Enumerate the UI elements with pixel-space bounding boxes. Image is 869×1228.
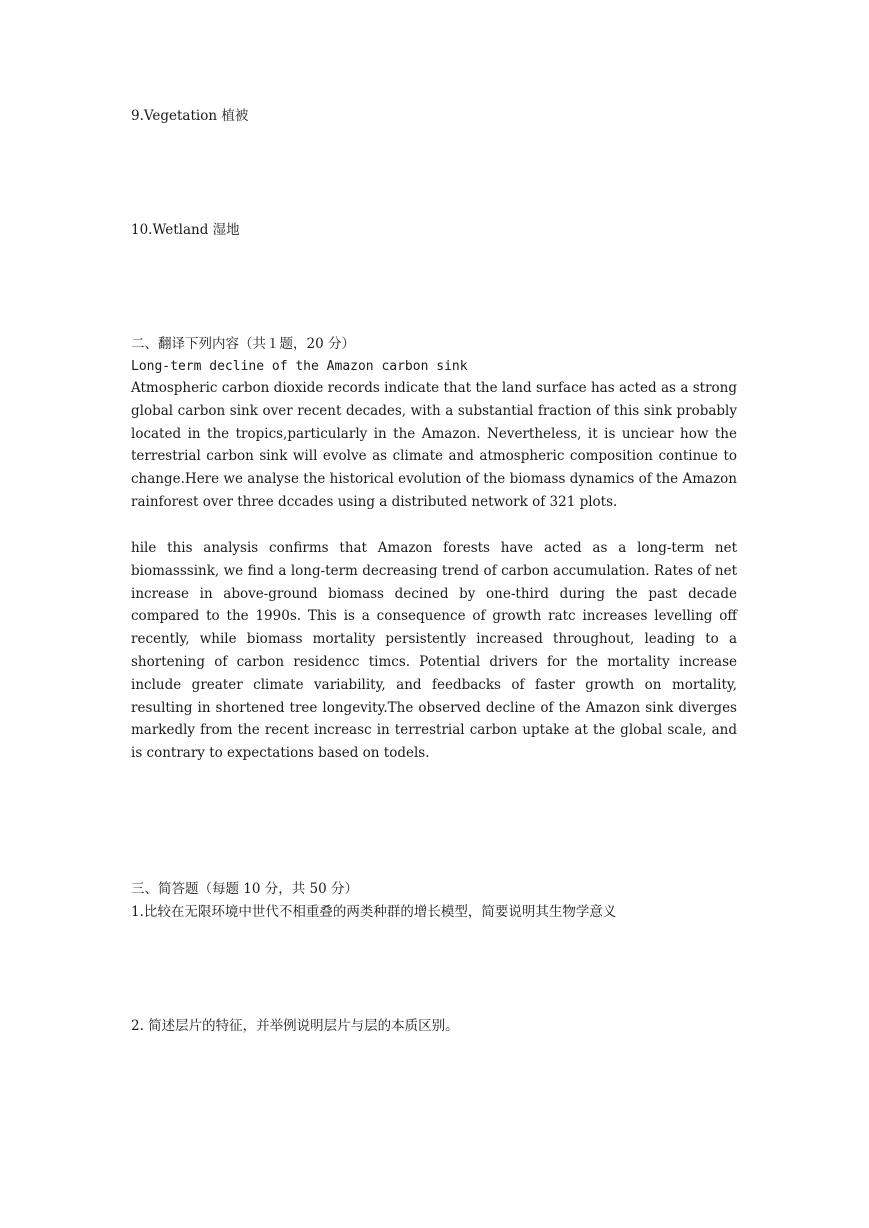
section-2-heading: 二、翻译下列内容（共１题，20 分） xyxy=(131,336,355,352)
question-2: 2. 简述层片的特征，并举例说明层片与层的本质区别。 xyxy=(131,1018,459,1034)
translation-title: Long-term decline of the Amazon carbon sink xyxy=(131,359,468,374)
translation-paragraph-1: Atmospheric carbon dioxide records indicate that the land surface has acted as a strong global carbon sink over recent decades, with a substantial fraction of this sink probably located in the tropics,particularly in the Amazon. Nevertheless, it is unciear how the terrestrial carbon sink will evolve as climate and atmospheric composition continue to change.Here we analyse the historical evolution of the biomass dynamics of the Amazon rainforest over three dccades using a distributed network of 321 plots. xyxy=(131,380,737,510)
vocab-item-9: 9.Vegetation 植被 xyxy=(131,108,249,124)
question-1: 1.比较在无限环境中世代不相重叠的两类种群的增长模型，简要说明其生物学意义 xyxy=(131,904,617,920)
vocab-item-10: 10.Wetland 湿地 xyxy=(131,222,240,238)
section-3-heading: 三、简答题（每题 10 分，共 50 分） xyxy=(131,881,359,897)
translation-paragraph-2: hile this analysis confirms that Amazon forests have acted as a long-term net biomasssink, we find a long-term decreasing trend of carbon accumulation. Rates of net increase in above-ground biomass decined by one-third during the past decade compared to the 1990s. This is a consequence of growth ratc increases levelling off recently, while biomass mortality persistently increased throughout, leading to a shortening of carbon residencc timcs. Potential drivers for the mortality increase include greater climate variability, and feedbacks of faster growth on mortality, resulting in shortened tree longevity.The observed decline of the Amazon sink diverges markedly from the recent increasc in terrestrial carbon uptake at the global scale, and is contrary to expectations based on todels. xyxy=(131,540,737,762)
